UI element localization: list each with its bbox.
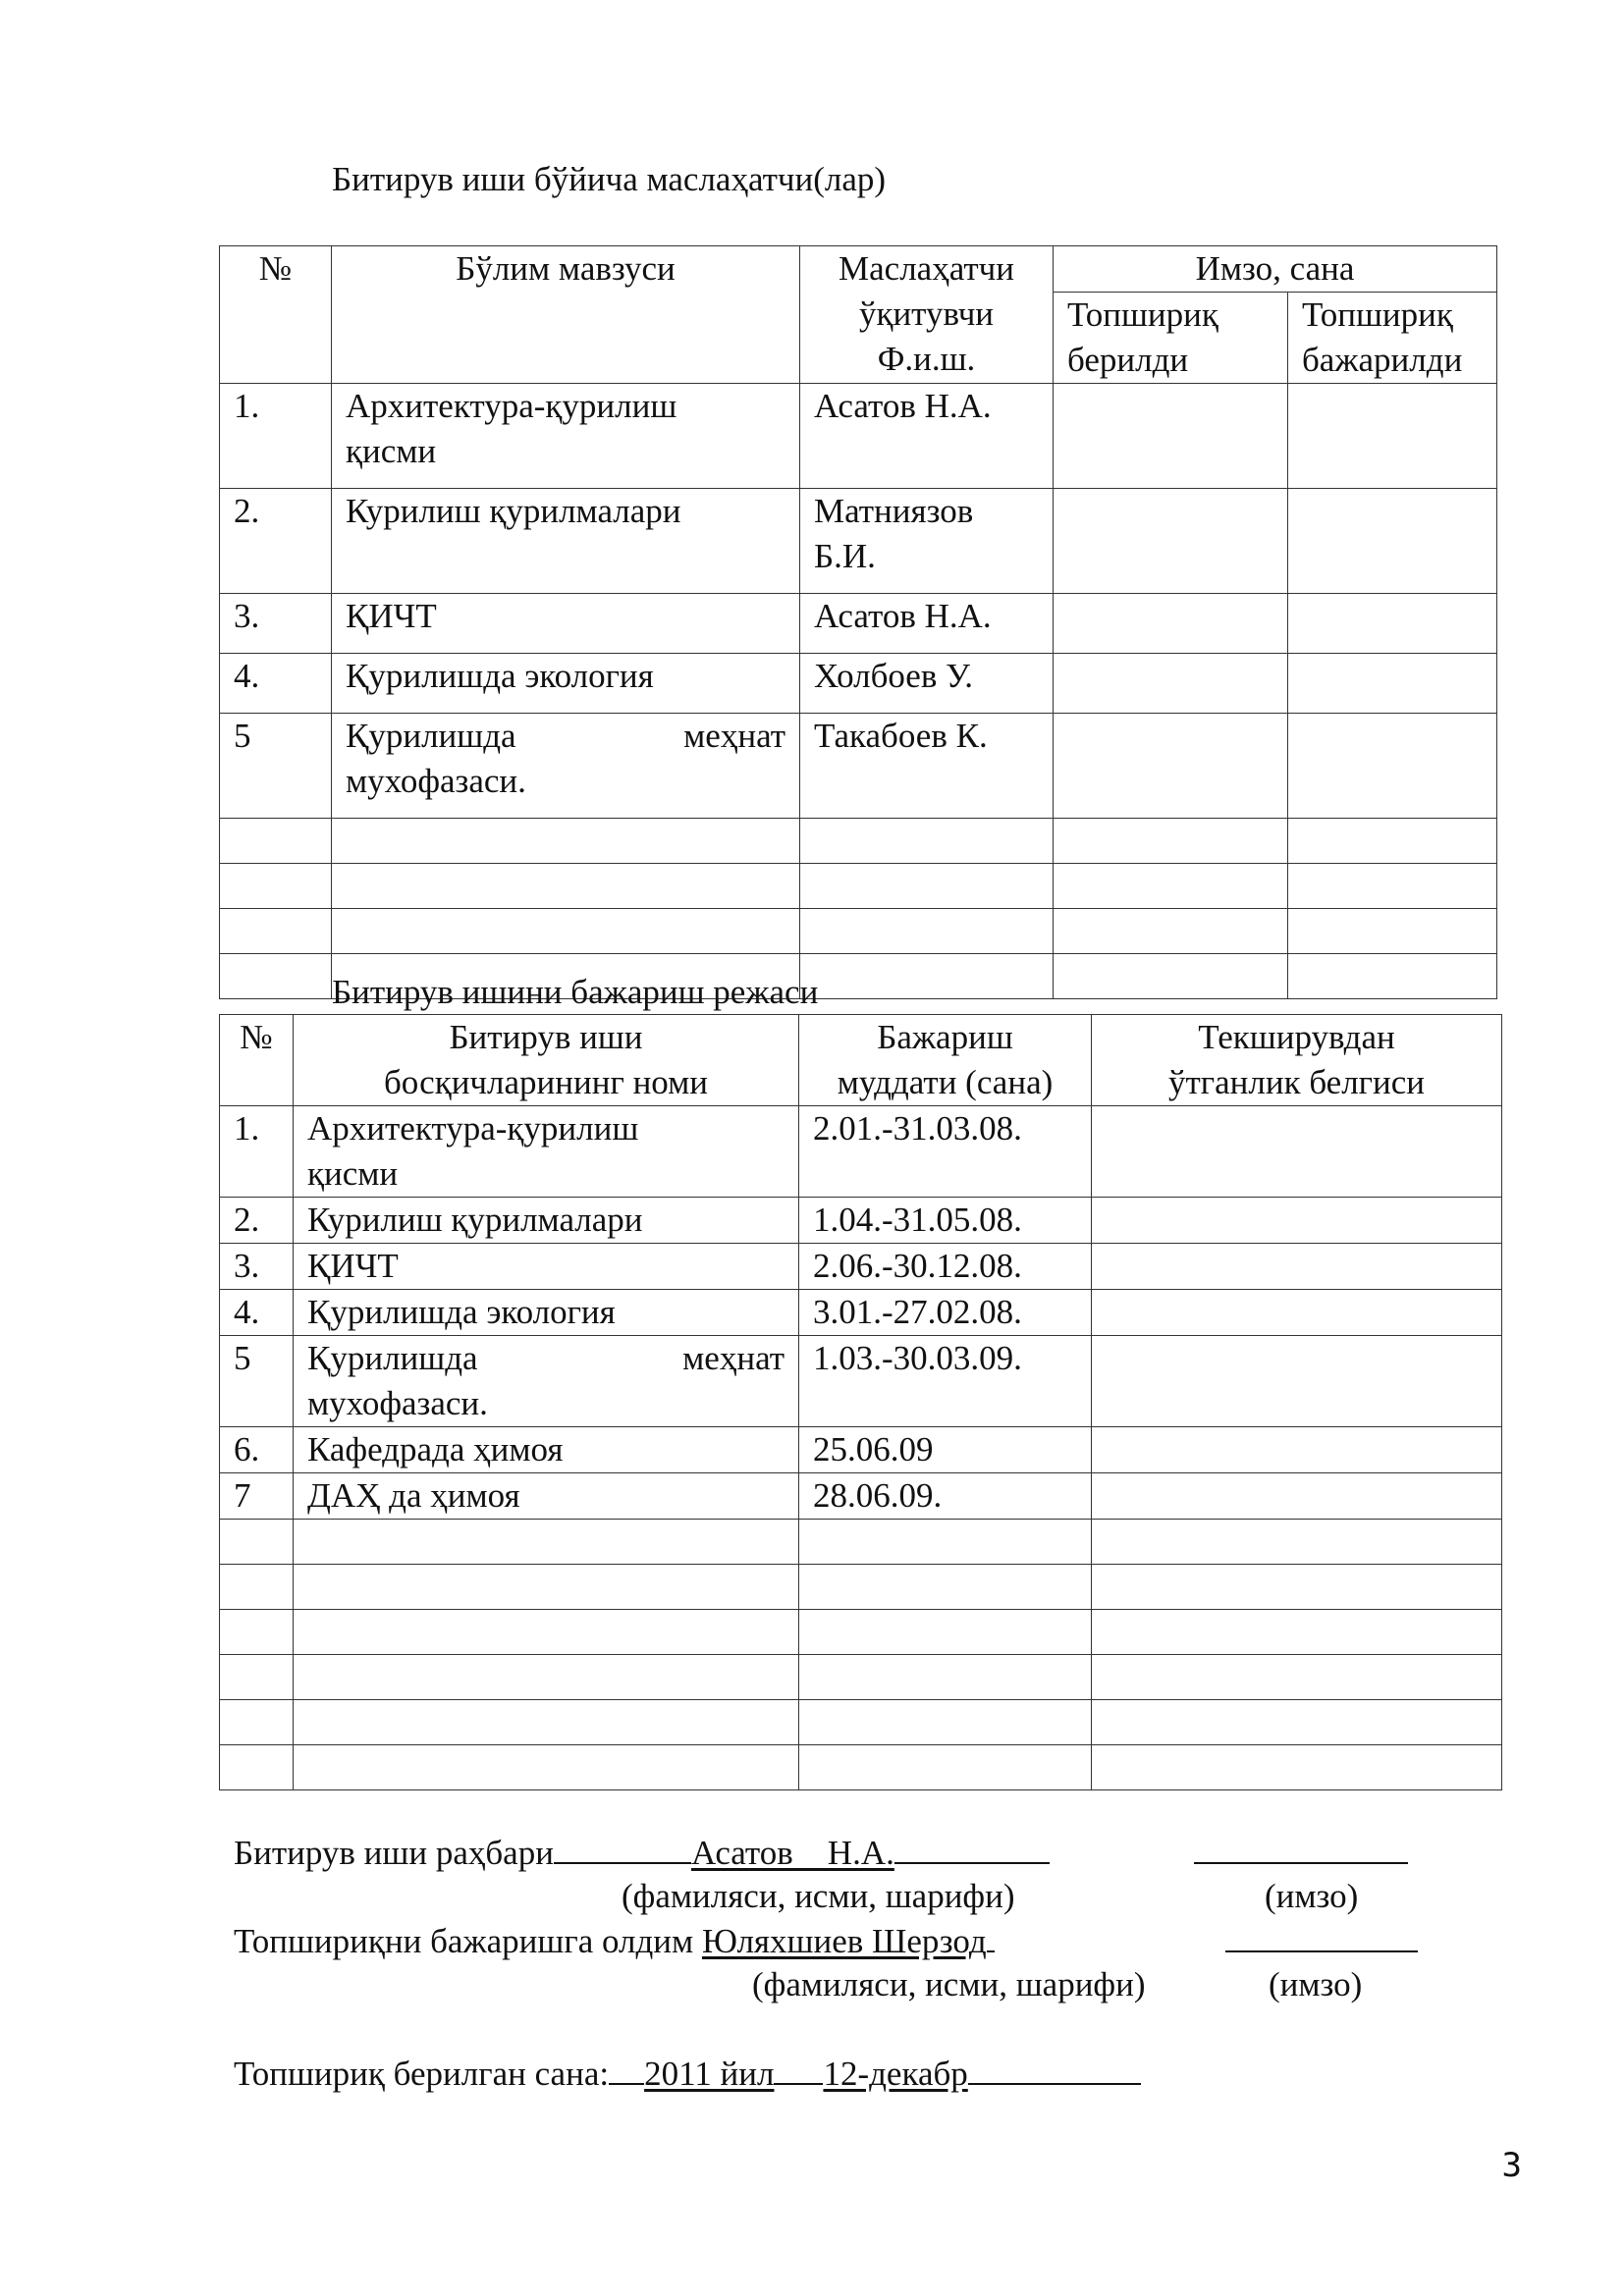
table-row [220, 1106, 1502, 1198]
row-topic [332, 489, 800, 594]
empty-cell [799, 1520, 1092, 1565]
plan-table [219, 1014, 1502, 1790]
empty-cell [220, 1745, 294, 1790]
row-check [1092, 1473, 1502, 1520]
date-label: Топшириқ берилган сана: [234, 2055, 610, 2093]
cell-line: бажарилди [1302, 341, 1463, 379]
row-consultant [800, 714, 1054, 819]
row-check [1092, 1244, 1502, 1290]
date-day: 12-декабр [823, 2055, 968, 2093]
student-name: Юляхшиев Шерзод [701, 1922, 987, 1960]
empty-cell [799, 1610, 1092, 1655]
cell-line: ўқитувчи [858, 294, 995, 333]
empty-row [220, 1520, 1502, 1565]
row-deadline: 25.06.09 [799, 1427, 1092, 1473]
row-consultant [800, 654, 1054, 714]
plan-header-check [1092, 1015, 1502, 1106]
empty-row [220, 1610, 1502, 1655]
row-number: 1. [220, 384, 332, 489]
empty-row [220, 909, 1497, 954]
empty-cell [220, 1700, 294, 1745]
consultants-table-body [220, 384, 1497, 999]
empty-cell [332, 909, 800, 954]
consultants-header-topic: Бўлим мавзуси [332, 246, 800, 384]
cell-line: Матниязов [814, 492, 974, 530]
row-stage [294, 1473, 799, 1520]
empty-cell [1092, 1655, 1502, 1700]
row-deadline: 3.01.-27.02.08. [799, 1290, 1092, 1336]
empty-cell [1054, 954, 1288, 999]
empty-cell [1288, 819, 1497, 864]
cell-line: Архитектура-қурилиш [307, 1109, 639, 1148]
table-row [220, 1473, 1502, 1520]
row-deadline: 2.06.-30.12.08. [799, 1244, 1092, 1290]
row-done [1288, 714, 1497, 819]
consultants-header-consultant [800, 246, 1054, 384]
cell-line: Ф.и.ш. [877, 340, 976, 378]
table-row [220, 1427, 1502, 1473]
empty-row [220, 1745, 1502, 1790]
cell-line: Топшириқ [1302, 295, 1453, 334]
cell-line: Қурилишда меҳнат [346, 717, 785, 755]
cell-line: Қурилишда экология [346, 657, 654, 695]
empty-cell [294, 1610, 799, 1655]
consultants-header-sign-date: Имзо, сана [1054, 246, 1497, 293]
row-stage [294, 1198, 799, 1244]
row-consultant [800, 384, 1054, 489]
row-done [1288, 489, 1497, 594]
plan-table-body [220, 1106, 1502, 1790]
empty-row [220, 1655, 1502, 1700]
row-topic [332, 594, 800, 654]
row-check [1092, 1336, 1502, 1427]
empty-row [220, 1565, 1502, 1610]
row-given [1054, 489, 1288, 594]
row-number: 3. [220, 1244, 294, 1290]
empty-row [220, 864, 1497, 909]
row-check [1092, 1290, 1502, 1336]
page-number: 3 [1501, 2146, 1522, 2185]
row-given [1054, 654, 1288, 714]
empty-cell [332, 819, 800, 864]
cell-line: Маслаҳатчи [839, 249, 1014, 288]
table-row [220, 714, 1497, 819]
supervisor-name: Асатов Н.А. [690, 1834, 894, 1872]
table-row [220, 654, 1497, 714]
cell-line: Битирув иши [449, 1018, 643, 1056]
empty-row [220, 1700, 1502, 1745]
row-number: 3. [220, 594, 332, 654]
empty-cell [220, 864, 332, 909]
plan-header-deadline [799, 1015, 1092, 1106]
row-done [1288, 594, 1497, 654]
row-given [1054, 384, 1288, 489]
empty-cell [220, 954, 332, 999]
cell-line: ҚИЧТ [307, 1247, 399, 1285]
empty-cell [220, 1565, 294, 1610]
cell-line: Курилиш қурилмалари [346, 492, 681, 530]
supervisor-fio-hint: (фамиляси, исми, шарифи) [622, 1877, 1015, 1915]
empty-cell [294, 1655, 799, 1700]
cell-line: Қурилишда экология [307, 1293, 616, 1331]
supervisor-label: Битирув иши раҳбари [234, 1834, 554, 1872]
row-number: 4. [220, 1290, 294, 1336]
table-row [220, 1336, 1502, 1427]
consultants-header-done [1288, 293, 1497, 384]
empty-cell [1288, 954, 1497, 999]
accepted-line [234, 1917, 995, 1964]
cell-line: мухофазаси. [346, 762, 526, 800]
empty-cell [294, 1700, 799, 1745]
empty-cell [1092, 1745, 1502, 1790]
cell-line: ДАҲ да ҳимоя [307, 1476, 520, 1515]
row-check [1092, 1427, 1502, 1473]
table-row [220, 594, 1497, 654]
cell-line: Курилиш қурилмалари [307, 1201, 643, 1239]
student-sign-hint: (имзо) [1269, 1965, 1363, 2003]
row-consultant [800, 594, 1054, 654]
student-fio-hint: (фамиляси, исми, шарифи) [752, 1965, 1146, 2003]
cell-line: Асатов Н.А. [814, 387, 992, 425]
plan-heading: Битирув ишини бажариш режаси [332, 973, 819, 1011]
cell-line: ҚИЧТ [346, 597, 437, 635]
cell-line: Холбоев У. [814, 657, 973, 695]
row-number: 2. [220, 489, 332, 594]
empty-cell [800, 909, 1054, 954]
row-consultant [800, 489, 1054, 594]
supervisor-blank-before [554, 1829, 691, 1864]
empty-cell [1054, 909, 1288, 954]
plan-header-num: № [220, 1015, 294, 1106]
cell-line: Кафедрада ҳимоя [307, 1430, 564, 1468]
cell-line: муддати (сана) [837, 1063, 1054, 1101]
student-signature-blank [1225, 1917, 1418, 1964]
table-row [220, 384, 1497, 489]
cell-line: қисми [346, 432, 437, 470]
row-stage [294, 1244, 799, 1290]
empty-cell [799, 1745, 1092, 1790]
empty-cell [1054, 864, 1288, 909]
row-number: 1. [220, 1106, 294, 1198]
empty-cell [800, 864, 1054, 909]
empty-cell [799, 1700, 1092, 1745]
cell-line: Бажариш [877, 1018, 1013, 1056]
empty-cell [800, 819, 1054, 864]
cell-line: Топшириқ [1067, 295, 1218, 334]
empty-cell [220, 819, 332, 864]
empty-cell [1288, 909, 1497, 954]
row-done [1288, 654, 1497, 714]
empty-cell [799, 1565, 1092, 1610]
empty-cell [1054, 819, 1288, 864]
cell-line: қисми [307, 1154, 399, 1193]
row-number: 7 [220, 1473, 294, 1520]
supervisor-sign-hint: (имзо) [1265, 1877, 1359, 1915]
row-number: 5 [220, 1336, 294, 1427]
table-row [220, 1244, 1502, 1290]
consultants-header-given [1054, 293, 1288, 384]
empty-cell [1092, 1565, 1502, 1610]
empty-cell [1288, 864, 1497, 909]
date-line [234, 2050, 1141, 2097]
table-row [220, 1290, 1502, 1336]
row-stage [294, 1106, 799, 1198]
row-stage [294, 1427, 799, 1473]
cell-line: Архитектура-қурилиш [346, 387, 677, 425]
empty-cell [220, 1610, 294, 1655]
empty-cell [220, 1520, 294, 1565]
row-check [1092, 1106, 1502, 1198]
row-deadline: 1.04.-31.05.08. [799, 1198, 1092, 1244]
row-given [1054, 714, 1288, 819]
row-number: 2. [220, 1198, 294, 1244]
supervisor-blank-after [894, 1829, 1050, 1864]
cell-line: Текширувдан [1198, 1018, 1395, 1056]
cell-line: Б.И. [814, 537, 876, 575]
empty-cell [294, 1565, 799, 1610]
consultants-table [219, 245, 1497, 999]
row-deadline: 1.03.-30.03.09. [799, 1336, 1092, 1427]
empty-cell [800, 954, 1054, 999]
supervisor-signature-blank [1194, 1829, 1408, 1876]
row-number: 4. [220, 654, 332, 714]
plan-header-stage [294, 1015, 799, 1106]
cell-line: босқичларининг номи [383, 1063, 709, 1101]
row-stage [294, 1290, 799, 1336]
cell-line: Асатов Н.А. [814, 597, 992, 635]
cell-line: мухофазаси. [307, 1384, 488, 1422]
row-given [1054, 594, 1288, 654]
row-check [1092, 1198, 1502, 1244]
consultants-header-num: № [220, 246, 332, 384]
cell-line: берилди [1067, 341, 1189, 379]
table-row [220, 489, 1497, 594]
empty-cell [294, 1745, 799, 1790]
row-deadline: 2.01.-31.03.08. [799, 1106, 1092, 1198]
cell-line: Қурилишда меҳнат [307, 1339, 785, 1377]
cell-line: ўтганлик белгиси [1167, 1063, 1426, 1101]
empty-cell [332, 864, 800, 909]
row-stage [294, 1336, 799, 1427]
empty-cell [799, 1655, 1092, 1700]
cell-line: Такабоев К. [814, 717, 988, 755]
empty-row [220, 819, 1497, 864]
row-number: 5 [220, 714, 332, 819]
row-done [1288, 384, 1497, 489]
empty-cell [220, 909, 332, 954]
consultants-heading: Битирув иши бўйича маслаҳатчи(лар) [332, 160, 887, 198]
row-topic [332, 714, 800, 819]
row-topic [332, 654, 800, 714]
accepted-label: Топшириқни бажаришга олдим [234, 1922, 694, 1960]
empty-cell [220, 1655, 294, 1700]
row-deadline: 28.06.09. [799, 1473, 1092, 1520]
empty-cell [1092, 1610, 1502, 1655]
table-row [220, 1198, 1502, 1244]
date-year: 2011 йил [644, 2055, 775, 2093]
supervisor-line [234, 1829, 1050, 1876]
empty-cell [1092, 1700, 1502, 1745]
row-topic [332, 384, 800, 489]
empty-cell [294, 1520, 799, 1565]
row-number: 6. [220, 1427, 294, 1473]
empty-cell [1092, 1520, 1502, 1565]
